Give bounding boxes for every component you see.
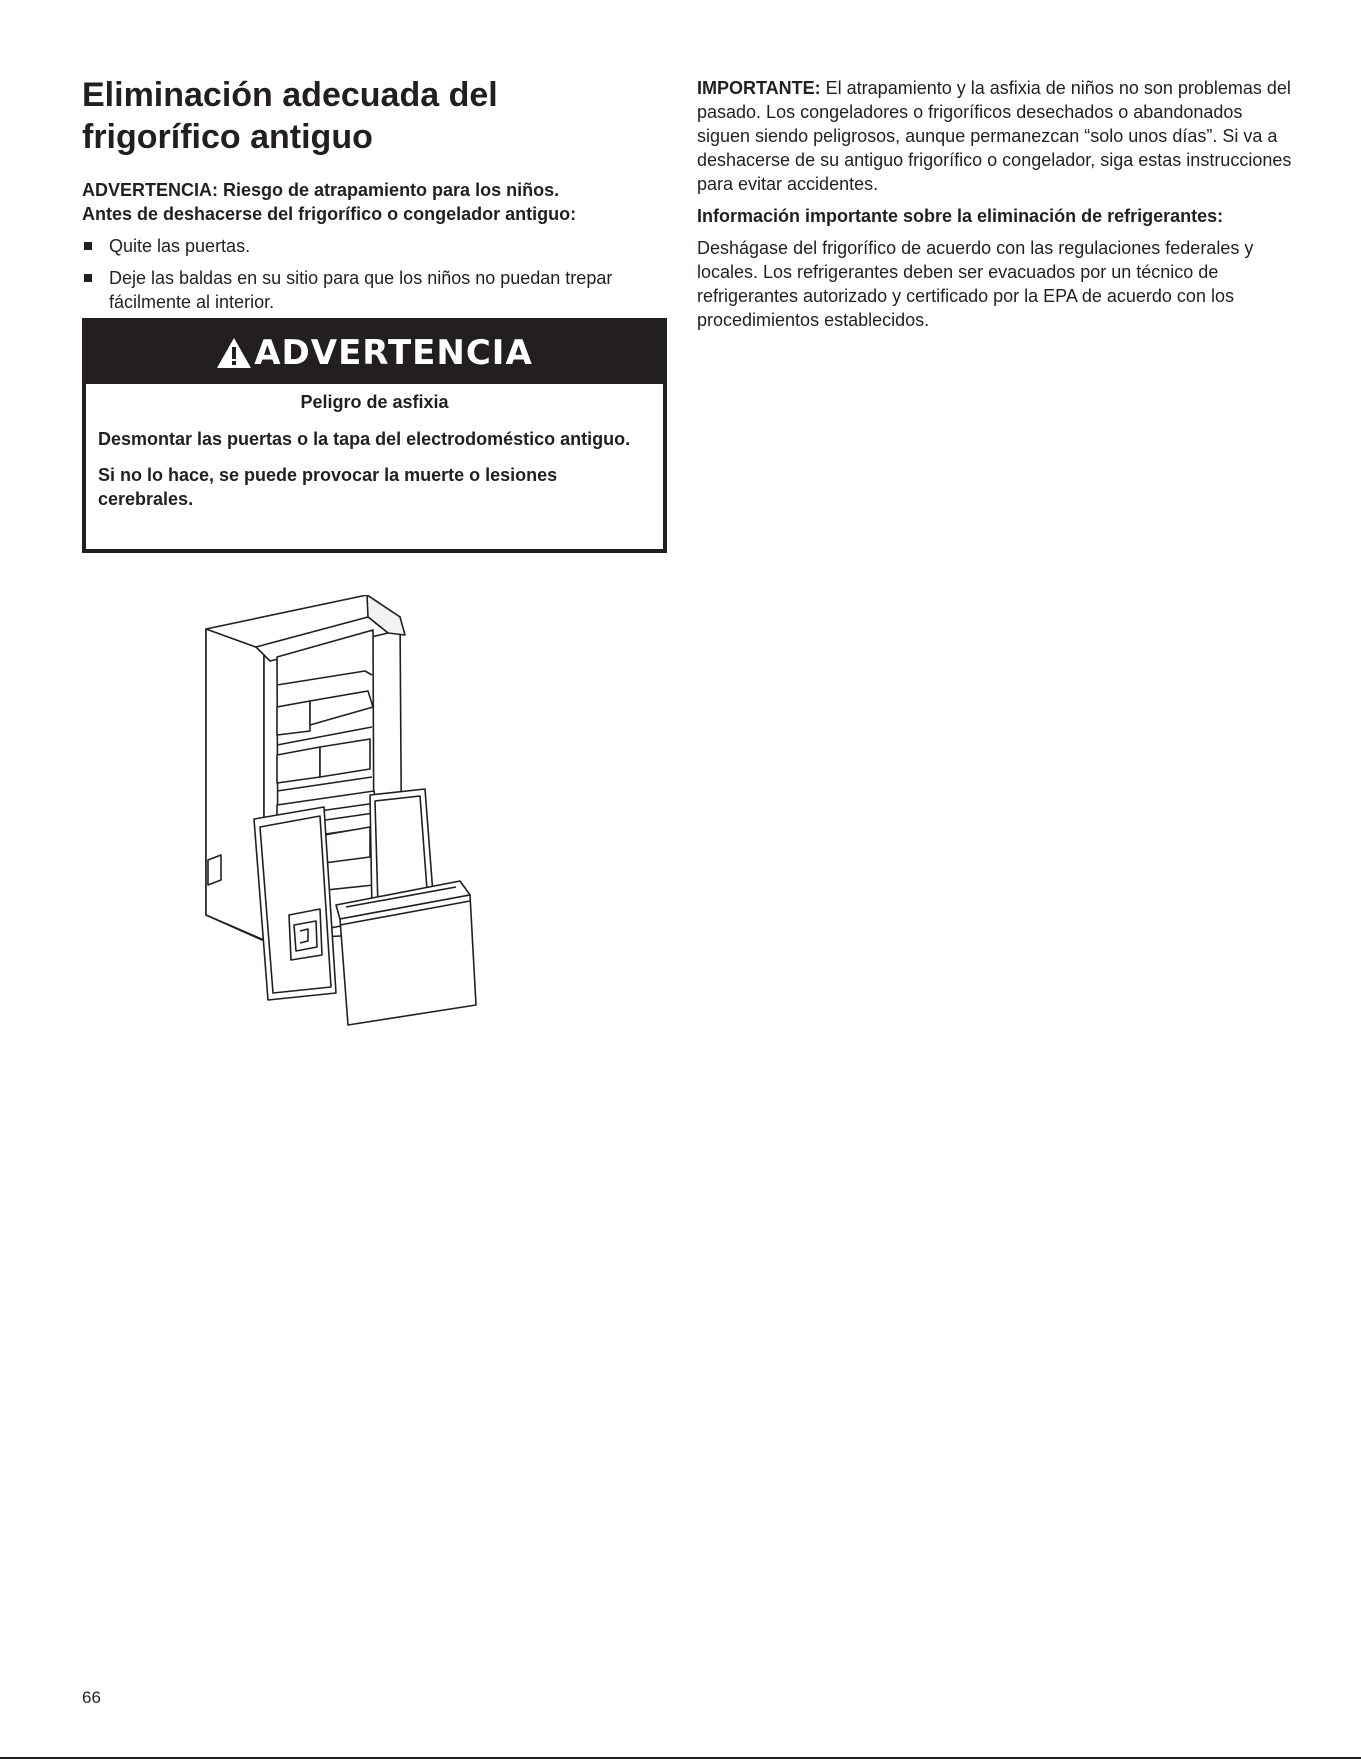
page-number: 66 <box>82 1688 101 1707</box>
warning-box-header <box>86 322 663 384</box>
warning-box <box>82 318 667 553</box>
important-label: IMPORTANTE: <box>697 78 821 98</box>
bullet-square-icon <box>84 274 92 282</box>
right-column <box>697 76 1297 340</box>
warning-box-instruction: Desmontar las puertas o la tapa del electrodoméstico antiguo. <box>98 429 631 449</box>
warning-box-title: ADVERTENCIA <box>254 333 533 373</box>
page-title-line1: Eliminación adecuada del <box>82 76 498 114</box>
refrigerator-doors-removed-illustration <box>200 595 540 1055</box>
warning-box-subtitle: Peligro de asfixia <box>300 392 449 412</box>
refrigerant-heading: Información importante sobre la eliminación de refrigerantes: <box>697 206 1224 226</box>
warning-triangle-icon <box>216 337 252 369</box>
refrigerant-paragraph: Deshágase del frigorífico de acuerdo con las regulaciones federales y locales. Los refrigerantes deben ser evacuados por un técnico de refrigerantes autorizado y certificado por la EPA de acuerdo con los procedimientos establecidos. <box>697 238 1254 330</box>
instruction-list <box>82 234 668 314</box>
page-title <box>82 74 668 158</box>
left-column <box>82 74 668 322</box>
list-item: Deje las baldas en su sitio para que los niños no puedan trepar fácilmente al interior. <box>82 266 668 314</box>
list-item: Quite las puertas. <box>82 234 668 258</box>
entrapment-warning <box>82 178 668 226</box>
warning-box-consequence: Si no lo hace, se puede provocar la muerte o lesiones cerebrales. <box>98 465 558 509</box>
page-title-line2: frigorífico antiguo <box>82 118 373 156</box>
footer-divider <box>0 1757 1361 1759</box>
entrapment-warning-line2: Antes de deshacerse del frigorífico o congelador antiguo: <box>82 204 577 224</box>
important-paragraph <box>697 76 1297 196</box>
entrapment-warning-line1: ADVERTENCIA: Riesgo de atrapamiento para los niños. <box>82 180 560 200</box>
bullet-square-icon <box>84 242 92 250</box>
important-text: El atrapamiento y la asfixia de niños no son problemas del pasado. Los congeladores o frigoríficos desechados o abandonados siguen siendo peligrosos, aunque permanezcan “solo unos días”. Si va a deshacerse de su antiguo frigorífico o congelador, siga estas instrucciones para evitar accidentes. <box>697 78 1292 194</box>
